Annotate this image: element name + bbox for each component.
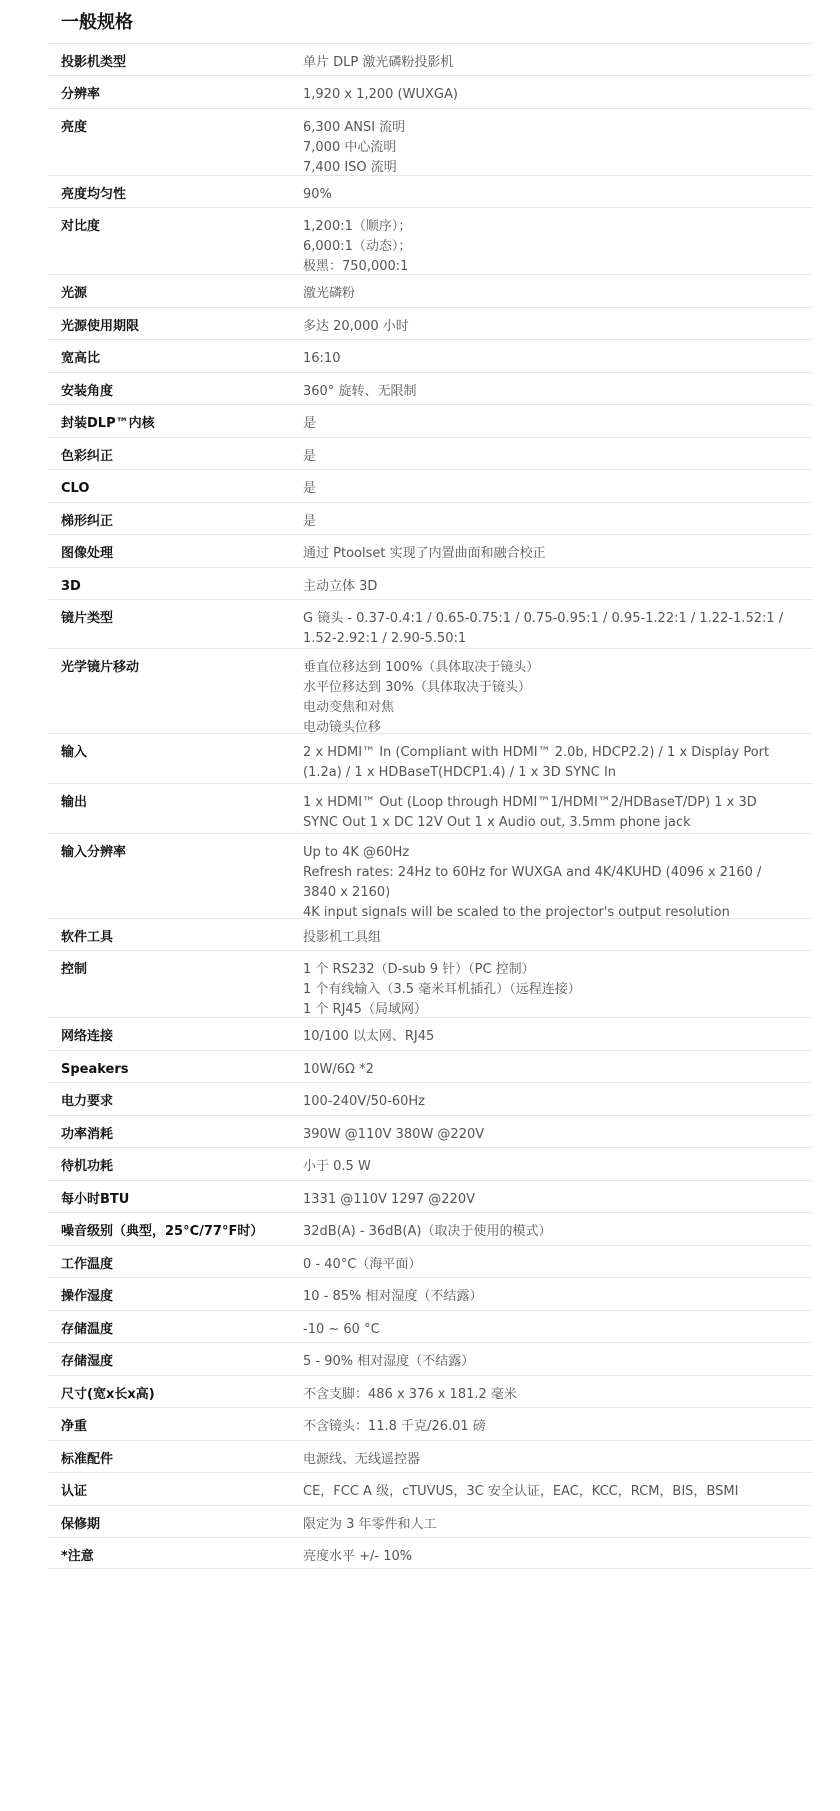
spec-row xyxy=(48,1212,813,1245)
spec-row xyxy=(48,648,813,733)
spec-value: 5 - 90% 相对湿度（不结露） xyxy=(303,1354,475,1369)
spec-value: 垂直位移达到 100%（具体取决于镜头） 水平位移达到 30%（具体取决于镜头） 电动变焦和对焦 电动镜头位移 xyxy=(303,660,540,735)
spec-row xyxy=(48,1147,813,1180)
spec-label: 电力要求 xyxy=(61,1094,114,1109)
spec-row xyxy=(48,469,813,502)
spec-label: *注意 xyxy=(61,1549,94,1564)
spec-label: 亮度 xyxy=(61,120,88,135)
spec-label: 输入 xyxy=(61,745,88,760)
spec-label: 光源使用期限 xyxy=(61,319,140,334)
spec-label: 光源 xyxy=(61,286,88,301)
spec-row xyxy=(48,1472,813,1505)
spec-label: 工作温度 xyxy=(61,1257,114,1272)
spec-row xyxy=(48,1082,813,1115)
spec-label: 封装DLP™内核 xyxy=(61,416,155,431)
spec-value: 1331 @110V 1297 @220V xyxy=(303,1192,475,1207)
spec-value: 投影机工具组 xyxy=(303,930,382,945)
spec-value: 1,920 x 1,200 (WUXGA) xyxy=(303,87,458,102)
spec-value: 主动立体 3D xyxy=(303,579,378,594)
spec-value: Up to 4K @60Hz Refresh rates: 24Hz to 60Hz for WUXGA and 4K/4KUHD (4096 x 2160 / 3840 x 2160) 4K input signals will be scaled to the projector's output resolution xyxy=(303,845,762,920)
spec-row xyxy=(48,1505,813,1537)
spec-row xyxy=(48,43,813,75)
spec-row xyxy=(48,1310,813,1342)
spec-row xyxy=(48,918,813,950)
spec-label: 噪音级别（典型，25°C/77°F时） xyxy=(61,1224,264,1239)
spec-value: 是 xyxy=(303,514,317,529)
spec-label: 投影机类型 xyxy=(61,55,127,70)
spec-row xyxy=(48,1440,813,1472)
spec-row xyxy=(48,75,813,108)
spec-label: 网络连接 xyxy=(61,1029,114,1044)
spec-value: 10 - 85% 相对湿度（不结露） xyxy=(303,1289,483,1304)
spec-row xyxy=(48,502,813,534)
spec-label: 标准配件 xyxy=(61,1452,114,1467)
spec-label: 输入分辨率 xyxy=(61,845,127,860)
spec-value: 16:10 xyxy=(303,351,341,366)
spec-row xyxy=(48,1537,813,1569)
spec-value: 100-240V/50-60Hz xyxy=(303,1094,425,1109)
spec-row xyxy=(48,175,813,207)
spec-value: 单片 DLP 激光磷粉投影机 xyxy=(303,55,454,70)
spec-value: 6,300 ANSI 流明 7,000 中心流明 7,400 ISO 流明 xyxy=(303,120,406,175)
spec-value: 多达 20,000 小时 xyxy=(303,319,409,334)
spec-value: 是 xyxy=(303,481,317,496)
spec-row xyxy=(48,1245,813,1277)
spec-row xyxy=(48,307,813,339)
spec-label: 梯形纠正 xyxy=(61,514,114,529)
spec-label: 镜片类型 xyxy=(61,611,114,626)
spec-label: CLO xyxy=(61,481,90,496)
spec-label: 光学镜片移动 xyxy=(61,660,140,675)
spec-label: 尺寸(宽x长x高) xyxy=(61,1387,155,1402)
spec-row xyxy=(48,1277,813,1310)
spec-label: 宽高比 xyxy=(61,351,101,366)
spec-row xyxy=(48,1375,813,1407)
spec-value: 0 - 40°C（海平面） xyxy=(303,1257,422,1272)
spec-label: 色彩纠正 xyxy=(61,449,114,464)
spec-row xyxy=(48,1050,813,1082)
spec-value: 电源线、无线遥控器 xyxy=(303,1452,421,1467)
spec-label: 存储温度 xyxy=(61,1322,114,1337)
spec-row xyxy=(48,567,813,599)
spec-value: 32dB(A) - 36dB(A)（取决于使用的模式） xyxy=(303,1224,552,1239)
spec-label: 输出 xyxy=(61,795,88,810)
spec-label: 操作湿度 xyxy=(61,1289,114,1304)
spec-label: 功率消耗 xyxy=(61,1127,114,1142)
spec-value: 不含支脚：486 x 376 x 181.2 毫米 xyxy=(303,1387,517,1402)
spec-row xyxy=(48,599,813,648)
spec-label: 分辨率 xyxy=(61,87,101,102)
spec-row xyxy=(48,1017,813,1050)
spec-label: 存储湿度 xyxy=(61,1354,114,1369)
spec-value: 1 个 RS232（D-sub 9 针）（PC 控制） 1 个有线输入（3.5 毫米耳机插孔）（远程连接） 1 个 RJ45（局域网） xyxy=(303,962,581,1017)
spec-value: 1 x HDMI™ Out (Loop through HDMI™1/HDMI™2/HDBaseT/DP) 1 x 3D SYNC Out 1 x DC 12V Out 1 x Audio out, 3.5mm phone jack xyxy=(303,795,757,830)
spec-row xyxy=(48,404,813,437)
spec-value: 1,200:1（顺序）； 6,000:1（动态）； 极黑：750,000:1 xyxy=(303,219,412,274)
spec-value: 激光磷粉 xyxy=(303,286,356,301)
spec-value: 10/100 以太网、RJ45 xyxy=(303,1029,435,1044)
spec-row xyxy=(48,1407,813,1440)
spec-label: 认证 xyxy=(61,1484,88,1499)
spec-value: 360° 旋转、无限制 xyxy=(303,384,417,399)
spec-label: 每小时BTU xyxy=(61,1192,130,1207)
spec-row xyxy=(48,1115,813,1147)
spec-row xyxy=(48,372,813,404)
spec-label: 软件工具 xyxy=(61,930,114,945)
spec-value: 限定为 3 年零件和人工 xyxy=(303,1517,437,1532)
spec-row xyxy=(48,733,813,783)
spec-value: 不含镜头：11.8 千克/26.01 磅 xyxy=(303,1419,486,1434)
spec-value: 亮度水平 +/- 10% xyxy=(303,1549,413,1564)
spec-row xyxy=(48,437,813,469)
spec-table xyxy=(48,43,813,1569)
spec-row xyxy=(48,833,813,918)
spec-value: 2 x HDMI™ In (Compliant with HDMI™ 2.0b, HDCP2.2) / 1 x Display Port (1.2a) / 1 x HDBaseT(HDCP1.4) / 1 x 3D SYNC In xyxy=(303,745,770,780)
spec-row xyxy=(48,1180,813,1212)
spec-row xyxy=(48,783,813,833)
spec-value: 是 xyxy=(303,416,317,431)
section-title: 一般规格 xyxy=(61,12,133,33)
spec-label: 净重 xyxy=(61,1419,88,1434)
spec-label: 3D xyxy=(61,579,81,594)
spec-row xyxy=(48,1342,813,1375)
spec-value: -10 ~ 60 °C xyxy=(303,1322,380,1337)
spec-row xyxy=(48,950,813,1017)
spec-value: G 镜头 - 0.37-0.4:1 / 0.65-0.75:1 / 0.75-0.95:1 / 0.95-1.22:1 / 1.22-1.52:1 / 1.52-2.92:1 / 2.90-5.50:1 xyxy=(303,611,784,646)
spec-label: 图像处理 xyxy=(61,546,114,561)
spec-value: 通过 Ptoolset 实现了内置曲面和融合校正 xyxy=(303,546,546,561)
spec-value: 390W @110V 380W @220V xyxy=(303,1127,485,1142)
spec-row xyxy=(48,207,813,274)
spec-value: 90% xyxy=(303,187,332,202)
spec-value: 小于 0.5 W xyxy=(303,1159,371,1174)
spec-label: 待机功耗 xyxy=(61,1159,114,1174)
spec-value: 是 xyxy=(303,449,317,464)
spec-row xyxy=(48,534,813,567)
spec-value: 10W/6Ω *2 xyxy=(303,1062,374,1077)
spec-label: 控制 xyxy=(61,962,88,977)
spec-label: Speakers xyxy=(61,1062,129,1077)
spec-value: CE，FCC A 级，cTUVUS，3C 安全认证，EAC，KCC，RCM，BIS，BSMI xyxy=(303,1484,739,1499)
spec-row xyxy=(48,339,813,372)
spec-row xyxy=(48,108,813,175)
spec-label: 亮度均匀性 xyxy=(61,187,127,202)
spec-label: 安装角度 xyxy=(61,384,114,399)
spec-label: 对比度 xyxy=(61,219,101,234)
spec-label: 保修期 xyxy=(61,1517,101,1532)
spec-row xyxy=(48,274,813,307)
